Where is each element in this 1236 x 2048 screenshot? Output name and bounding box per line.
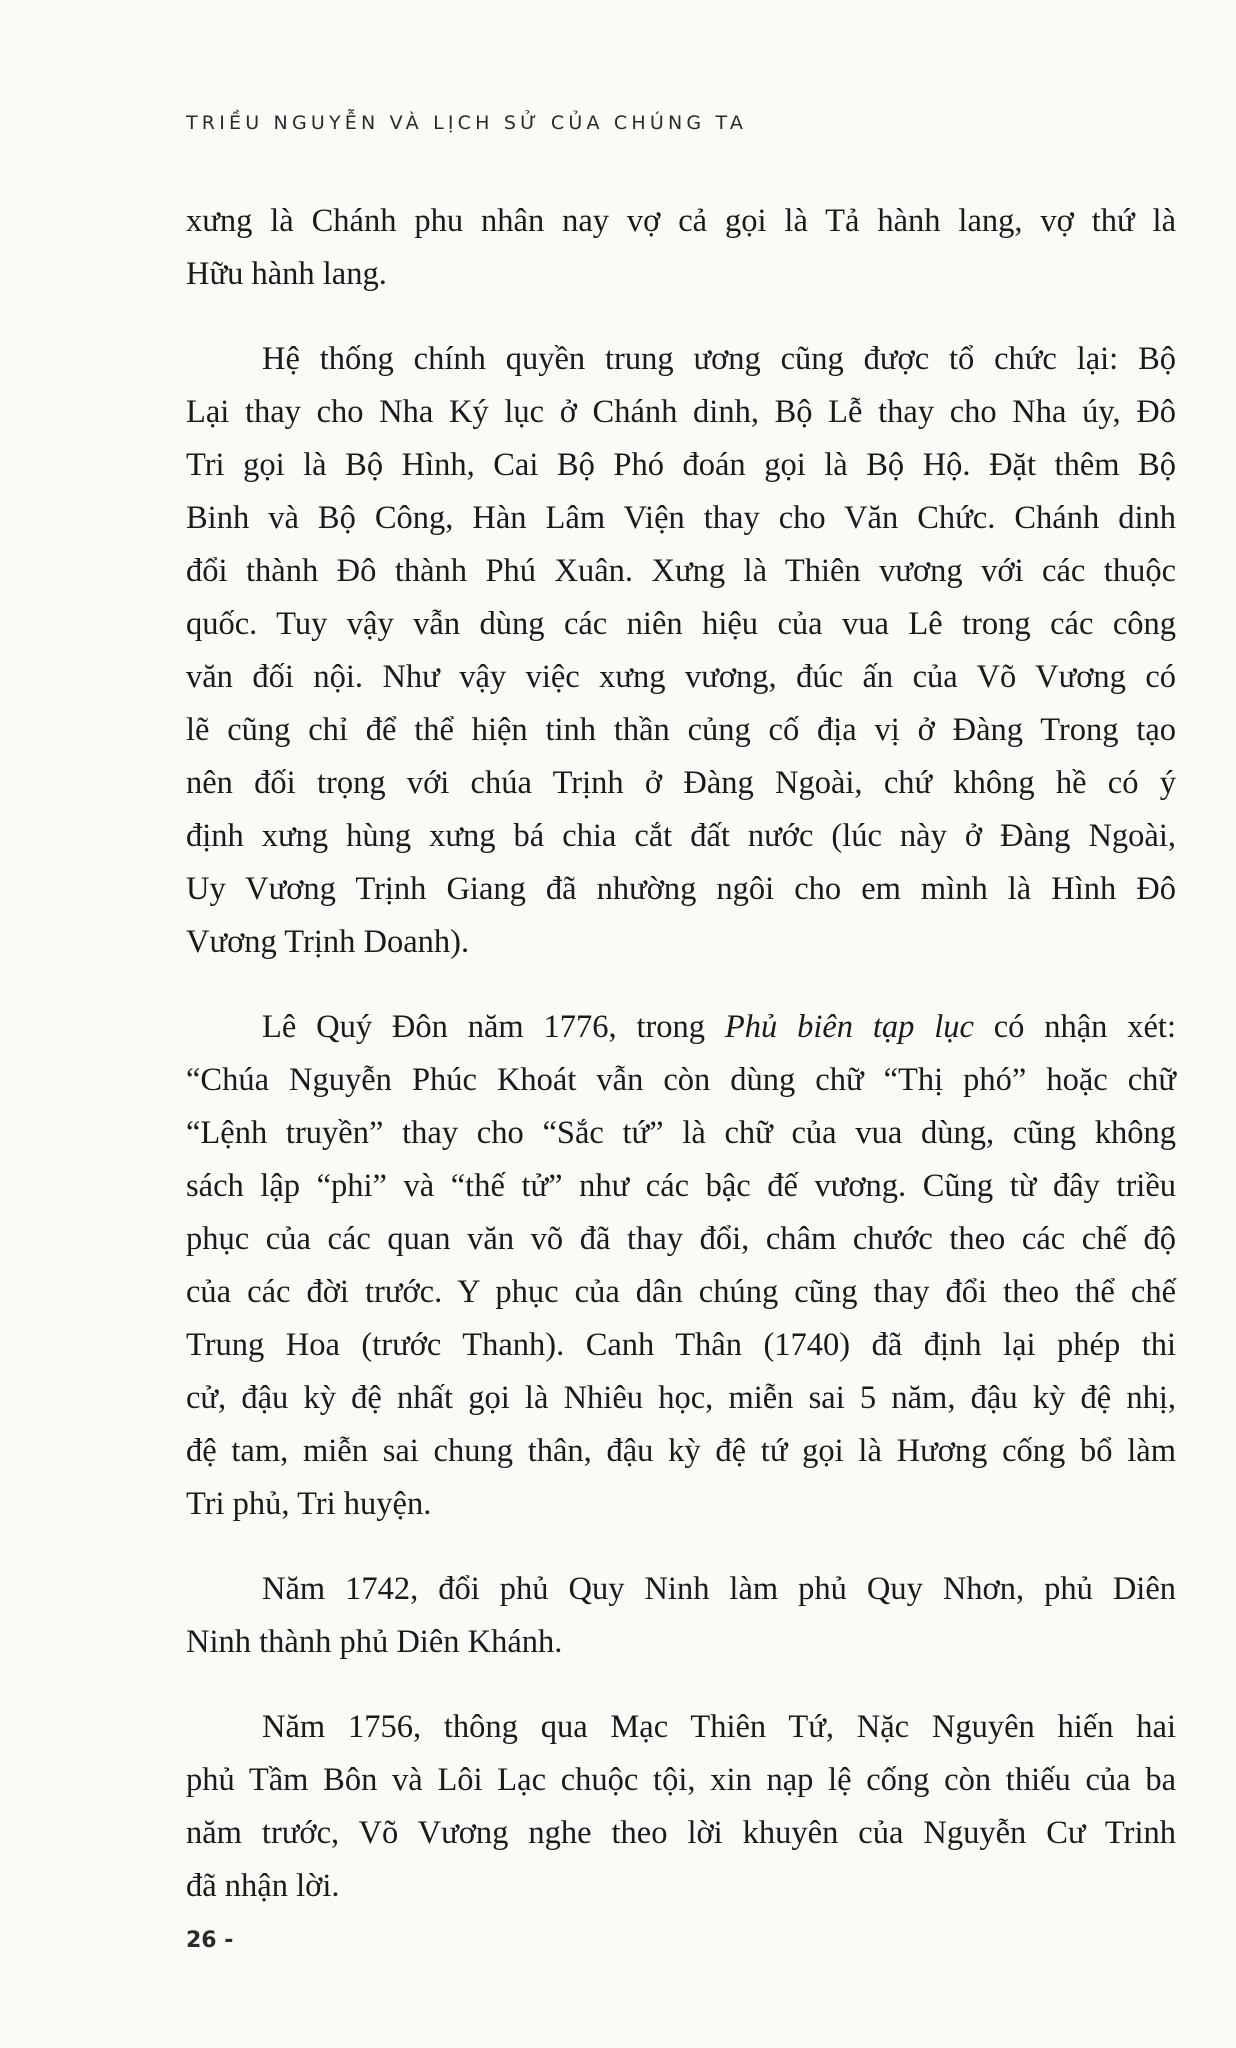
- text-line: “Lệnh truyền” thay cho “Sắc tứ” là chữ của vua dùng, cũng không: [186, 1115, 1176, 1151]
- text-segment: có nhận xét:: [973, 1009, 1176, 1045]
- text-line: sách lập “phi” và “thế tử” như các bậc đế vương. Cũng từ đây triều: [186, 1168, 1176, 1204]
- text-line: Uy Vương Trịnh Giang đã nhường ngôi cho em mình là Hình Đô: [186, 871, 1176, 907]
- text-line: năm trước, Võ Vương nghe theo lời khuyên của Nguyễn Cư Trinh: [186, 1815, 1176, 1851]
- body-text: [186, 195, 1176, 1913]
- paragraph-4: [186, 1563, 1176, 1669]
- text-line: phủ Tầm Bôn và Lôi Lạc chuộc tội, xin nạp lệ cống còn thiếu của ba: [186, 1762, 1176, 1798]
- text-line: phục của các quan văn võ đã thay đổi, châm chước theo các chế độ: [186, 1221, 1176, 1257]
- text-line: xưng là Chánh phu nhân nay vợ cả gọi là Tả hành lang, vợ thứ là: [186, 203, 1176, 239]
- text-line: [186, 1001, 1176, 1054]
- page-number: 26 -: [186, 1928, 234, 1953]
- text-line: nên đối trọng với chúa Trịnh ở Đàng Ngoài, chứ không hề có ý: [186, 765, 1176, 801]
- text-line: đổi thành Đô thành Phú Xuân. Xưng là Thiên vương với các thuộc: [186, 553, 1176, 589]
- running-header: TRIỀU NGUYỄN VÀ LỊCH SỬ CỦA CHÚNG TA: [186, 112, 748, 134]
- text-line: Trung Hoa (trước Thanh). Canh Thân (1740) đã định lại phép thi: [186, 1327, 1176, 1363]
- text-line: văn đối nội. Như vậy việc xưng vương, đúc ấn của Võ Vương có: [186, 659, 1176, 695]
- text-line: lẽ cũng chỉ để thể hiện tinh thần củng cố địa vị ở Đàng Trong tạo: [186, 712, 1176, 748]
- text-line: quốc. Tuy vậy vẫn dùng các niên hiệu của vua Lê trong các công: [186, 606, 1176, 642]
- text-line: Vương Trịnh Doanh).: [186, 924, 470, 960]
- paragraph-5: [186, 1701, 1176, 1913]
- text-line: Lại thay cho Nha Ký lục ở Chánh dinh, Bộ Lễ thay cho Nha úy, Đô: [186, 394, 1176, 430]
- paragraph-2: [186, 333, 1176, 969]
- text-line: của các đời trước. Y phục của dân chúng cũng thay đổi theo thể chế: [186, 1274, 1176, 1310]
- text-line: cử, đậu kỳ đệ nhất gọi là Nhiêu học, miễn sai 5 năm, đậu kỳ đệ nhị,: [186, 1380, 1176, 1416]
- text-segment: Lê Quý Đôn năm 1776, trong: [262, 1009, 725, 1045]
- text-line: đệ tam, miễn sai chung thân, đậu kỳ đệ tứ gọi là Hương cống bổ làm: [186, 1433, 1176, 1469]
- text-line: Hữu hành lang.: [186, 256, 387, 292]
- text-line: Hệ thống chính quyền trung ương cũng được tổ chức lại: Bộ: [262, 341, 1176, 377]
- text-line: Năm 1756, thông qua Mạc Thiên Tứ, Nặc Nguyên hiến hai: [262, 1709, 1176, 1745]
- text-line: Năm 1742, đổi phủ Quy Ninh làm phủ Quy Nhơn, phủ Diên: [262, 1571, 1176, 1607]
- text-line: Binh và Bộ Công, Hàn Lâm Viện thay cho Văn Chức. Chánh dinh: [186, 500, 1176, 536]
- text-line: định xưng hùng xưng bá chia cắt đất nước (lúc này ở Đàng Ngoài,: [186, 818, 1176, 854]
- text-line: Tri phủ, Tri huyện.: [186, 1486, 432, 1522]
- paragraph-1: [186, 195, 1176, 301]
- book-title: Phủ biên tạp lục: [724, 1009, 974, 1045]
- text-line: Ninh thành phủ Diên Khánh.: [186, 1624, 563, 1660]
- text-line: “Chúa Nguyễn Phúc Khoát vẫn còn dùng chữ “Thị phó” hoặc chữ: [186, 1062, 1176, 1098]
- text-line: Tri gọi là Bộ Hình, Cai Bộ Phó đoán gọi là Bộ Hộ. Đặt thêm Bộ: [186, 447, 1176, 483]
- text-line: đã nhận lời.: [186, 1868, 340, 1904]
- paragraph-3: [186, 1001, 1176, 1531]
